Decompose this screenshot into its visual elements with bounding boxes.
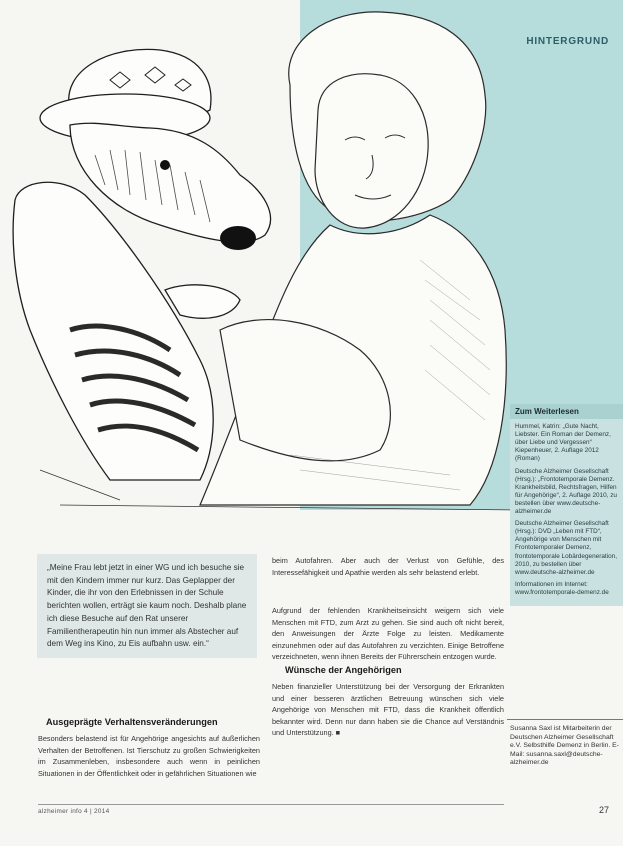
body-paragraph: Neben finanzieller Unterstützung bei der Versorgung der Erkrankten und einer besseren ärztlichen Betreuung wünschen sich viele Angehörige von Menschen mit FTD, dass die Krankheit öffentlich bekannter wird. Denn nur dann haben sie die Chance auf Verständnis und Unterstützung. ■ <box>272 682 504 738</box>
body-paragraph: Besonders belastend ist für Angehörige angesichts auf äußerlichen Verhalten der Betroffenen. Ist Tierschutz zu großen Schwierigkeiten im Zusammenleben, insbesondere auch wenn in peinlichen Situationen in der Öffentlichkeit oder in gefährlichen Situationen wie <box>38 734 260 778</box>
section-tag: HINTERGRUND <box>526 36 609 47</box>
further-reading-title: Zum Weiterlesen <box>510 404 623 419</box>
body-paragraph: Aufgrund der fehlenden Krankheitseinsicht weigern sich viele Menschen mit FTD, zum Arzt zu gehen. Sie sind auch oft nicht bereit, den Anweisungen der Ärzte Folge zu leisten. Medikamente einzunehmen oder auf das Autofahren zu verzichten. Einige Betroffene verzeichneten, wenn ihnen Bereits der Führerschein entzogen wurde. <box>272 606 504 662</box>
further-reading-list <box>510 419 623 606</box>
footer-divider <box>38 804 504 805</box>
footer-publication: alzheimer info 4 | 2014 <box>38 808 110 815</box>
pull-quote-text: „Meine Frau lebt jetzt in einer WG und ich besuche sie mit den Kindern immer nur kurz. Das Geplapper der Kinder, die ihr von den Erlebnissen in der Schule berichten wollen, erträgt sie kaum noch. Deshalb plane ich diese Besuche auf den Rat unserer Familientherapeutin hin nun immer als Abstecher auf dem Weg ins Kino, zu Eis aufbahn usw. ein.“ <box>47 563 247 649</box>
page-number: 27 <box>598 805 609 815</box>
further-reading-item: Deutsche Alzheimer Gesellschaft (Hrsg.): „Frontotemporale Demenz. Krankheitsbild, Rechtsfragen, Hilfen für Angehörige“, 2. Auflage 2010, zu bestellen über www.deutsche-alzheimer.de <box>515 467 617 516</box>
further-reading-item: Informationen im Internet: www.frontotemporale-demenz.de <box>515 580 609 596</box>
subheading-behavior: Ausgeprägte Verhaltensveränderungen <box>46 717 218 727</box>
author-note: Susanna Saxl ist Mitarbeiterin der Deutschen Alzheimer Gesellschaft e.V. Selbsthilfe Demenz in Berlin. E-Mail: susanna.saxl@deutsche-alzheimer.de <box>510 725 619 766</box>
subheading-wishes: Wünsche der Angehörigen <box>285 665 402 675</box>
further-reading-item: Hummel, Katrin: „Gute Nacht, Liebster. Ein Roman der Demenz, über Liebe und Vergessen“ Kiepenheuer, 2. Auflage 2012 (Roman) <box>515 423 611 463</box>
pull-quote-box <box>37 554 257 658</box>
further-reading-item: Deutsche Alzheimer Gesellschaft (Hrsg.): DVD „Leben mit FTD“, Angehörige von Menschen mit Frontotemporaler Demenz, frontotemporale Lobärdegeneration, 2010, zu bestellen über www.deutsche-alzheimer.de <box>515 520 617 576</box>
further-reading-box <box>510 404 623 606</box>
author-divider <box>507 719 623 720</box>
body-paragraph: beim Autofahren. Aber auch der Verlust von Gefühle, des Interessefähigkeit und Apathie werden als sehr belastend erlebt. <box>272 556 504 577</box>
